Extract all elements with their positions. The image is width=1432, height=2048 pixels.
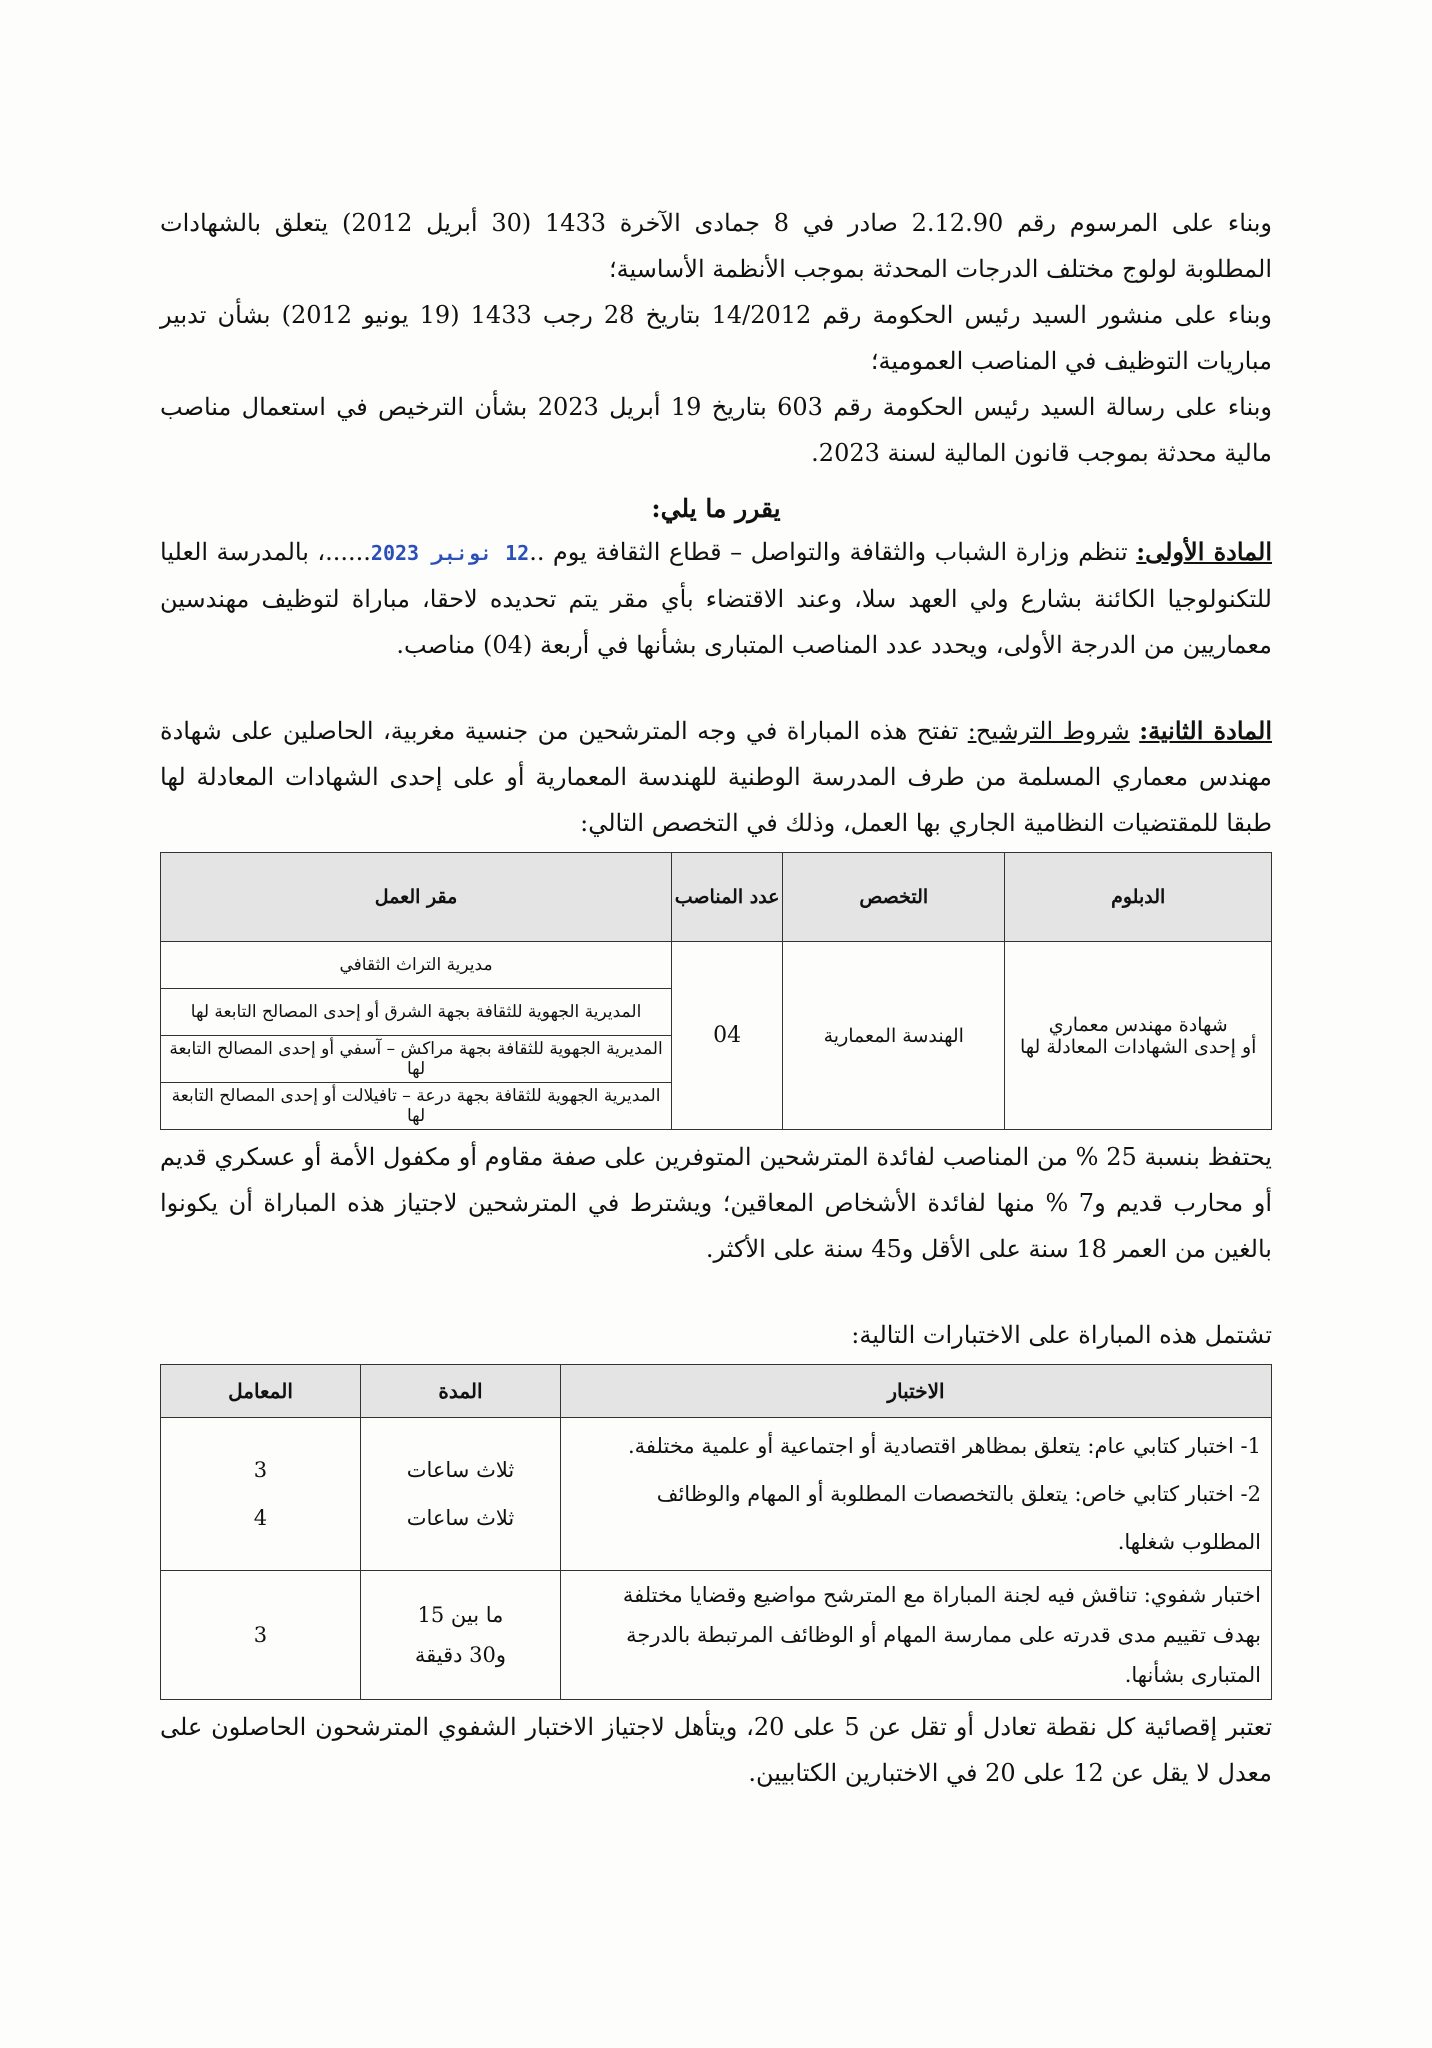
table-row xyxy=(161,1418,1272,1571)
location-cell: المديرية الجهوية للثقافة بجهة درعة – تافيلالت أو إحدى المصالح التابعة لها xyxy=(161,1083,672,1130)
oral-exam-duration-cell xyxy=(360,1571,560,1700)
article-2-text: تفتح هذه المباراة في وجه المترشحين من جنسية مغربية، الحاصلين على شهادة مهندس معماري المسلمة من طرف المدرسة الوطنية للهندسة المعمارية أو على إحدى الشهادات المعادلة لها طبقا للمقتضيات النظامية الجاري بها العمل، وذلك في التخصص التالي: xyxy=(160,717,1272,837)
written-coefficients-cell xyxy=(161,1418,361,1571)
header-location: مقر العمل xyxy=(161,853,672,942)
location-cell: مديرية التراث الثقافي xyxy=(161,942,672,989)
conditions-label: شروط الترشيح: xyxy=(967,717,1130,745)
header-specialty: التخصص xyxy=(783,853,1005,942)
header-coefficient: المعامل xyxy=(161,1365,361,1418)
article-1-text-before-date: تنظم وزارة الشباب والثقافة والتواصل – قطاع الثقافة يوم .. xyxy=(529,538,1128,566)
header-diploma: الدبلوم xyxy=(1005,853,1272,942)
diploma-cell xyxy=(1005,942,1272,1130)
specialty-cell: الهندسة المعمارية xyxy=(783,942,1005,1130)
section-spacer xyxy=(160,1272,1272,1312)
reservation-paragraph: يحتفظ بنسبة 25 % من المناصب لفائدة المترشحين المتوفرين على صفة مقاوم أو مكفول الأمة أو عسكري قديم أو محارب قديم و7 % منها لفائدة الأشخاص المعاقين؛ ويشترط في المترشحين لاجتياز هذه المباراة أن يكونوا بالغين من العمر 18 سنة على الأقل و45 سنة على الأكثر. xyxy=(160,1143,1272,1263)
diploma-line-2: أو إحدى الشهادات المعادلة لها xyxy=(1019,1035,1257,1058)
jobs-table xyxy=(160,852,1272,1130)
article-2-title: المادة الثانية: xyxy=(1139,716,1272,745)
article-1-text-after-date: ......، بالمدرسة العليا للتكنولوجيا الكائنة بشارع ولي العهد سلا، وعند الاقتضاء بأي مقر يتم تحديده لاحقا، مباراة لتوظيف مهندسين معماريين من الدرجة الأولى، ويحدد عدد المناصب المتبارى بشأنها في أربعة (04) مناصب. xyxy=(160,538,1272,659)
decides-heading: يقرر ما يلي: xyxy=(651,494,781,523)
handwritten-date: 12 نونبر 2023 xyxy=(370,541,530,565)
written-exam-specific-coefficient: 4 xyxy=(253,1506,268,1530)
table-row xyxy=(161,942,1272,989)
exams-table-header-row xyxy=(161,1365,1272,1418)
written-exams-cell xyxy=(560,1418,1271,1571)
written-exam-general-text: يتعلق بمظاهر اقتصادية أو اجتماعية أو علمية مختلفة. xyxy=(628,1434,1081,1458)
oral-duration-line-2: و30 دقيقة xyxy=(414,1643,507,1667)
article-1 xyxy=(160,529,1272,668)
written-exam-specific-text: يتعلق بالتخصصات المطلوبة أو المهام والوظائف المطلوب شغلها. xyxy=(656,1482,1261,1554)
preamble-paragraph-2: وبناء على منشور السيد رئيس الحكومة رقم 14/2012 بتاريخ 28 رجب 1433 (19 يونيو 2012) بشأن تدبير مباريات التوظيف في المناصب العمومية؛ xyxy=(160,301,1273,375)
header-exam: الاختبار xyxy=(560,1365,1271,1418)
oral-exam-coefficient-cell: 3 xyxy=(161,1571,361,1700)
written-exam-general-prefix: 1- اختبار كتابي عام: xyxy=(1080,1434,1261,1458)
preamble-paragraph-3: وبناء على رسالة السيد رئيس الحكومة رقم 603 بتاريخ 19 أبريل 2023 بشأن الترخيص في استعمال مناصب مالية محدثة بموجب قانون المالية لسنة 2023. xyxy=(160,393,1272,467)
jobs-table-header-row xyxy=(161,853,1272,942)
header-posts: عدد المناصب xyxy=(672,853,783,942)
article-1-title: المادة الأولى: xyxy=(1136,537,1273,566)
written-exam-specific-prefix: 2- اختبار كتابي خاص: xyxy=(1067,1482,1261,1506)
diploma-line-1: شهادة مهندس معماري xyxy=(1048,1013,1228,1036)
location-cell: المديرية الجهوية للثقافة بجهة الشرق أو إحدى المصالح التابعة لها xyxy=(161,989,672,1036)
written-exam-specific xyxy=(571,1470,1261,1566)
table-row xyxy=(161,1571,1272,1700)
written-exam-specific-duration: ثلاث ساعات xyxy=(406,1506,515,1530)
exams-table xyxy=(160,1364,1272,1700)
location-cell: المديرية الجهوية للثقافة بجهة مراكش – آسفي أو إحدى المصالح التابعة لها xyxy=(161,1036,672,1083)
preamble-paragraph-1: وبناء على المرسوم رقم 2.12.90 صادر في 8 جمادى الآخرة 1433 (30 أبريل 2012) يتعلق بالشهادات المطلوبة لولوج مختلف الدرجات المحدثة بموجب الأنظمة الأساسية؛ xyxy=(160,209,1273,283)
exams-intro: تشتمل هذه المباراة على الاختبارات التالية: xyxy=(851,1321,1272,1349)
oral-duration-line-1: ما بين 15 xyxy=(417,1603,504,1627)
oral-exam-cell: اختبار شفوي: تناقش فيه لجنة المباراة مع المترشح مواضيع وقضايا مختلفة بهدف تقييم مدى قدرته على ممارسة المهام أو الوظائف المرتبطة بالدرجة المتبارى بشأنها. xyxy=(560,1571,1271,1700)
article-2 xyxy=(160,708,1272,846)
section-spacer xyxy=(160,668,1272,708)
header-duration: المدة xyxy=(360,1365,560,1418)
written-exam-general-coefficient: 3 xyxy=(253,1458,268,1482)
written-durations-cell xyxy=(360,1418,560,1571)
posts-cell: 04 xyxy=(672,942,783,1130)
written-exam-general-duration: ثلاث ساعات xyxy=(406,1458,515,1482)
written-exam-general xyxy=(571,1422,1261,1470)
closing-paragraph: تعتبر إقصائية كل نقطة تعادل أو تقل عن 5 على 20، ويتأهل لاجتياز الاختبار الشفوي المترشحون الحاصلون على معدل لا يقل عن 12 على 20 في الاختبارين الكتابيين. xyxy=(160,1713,1273,1787)
